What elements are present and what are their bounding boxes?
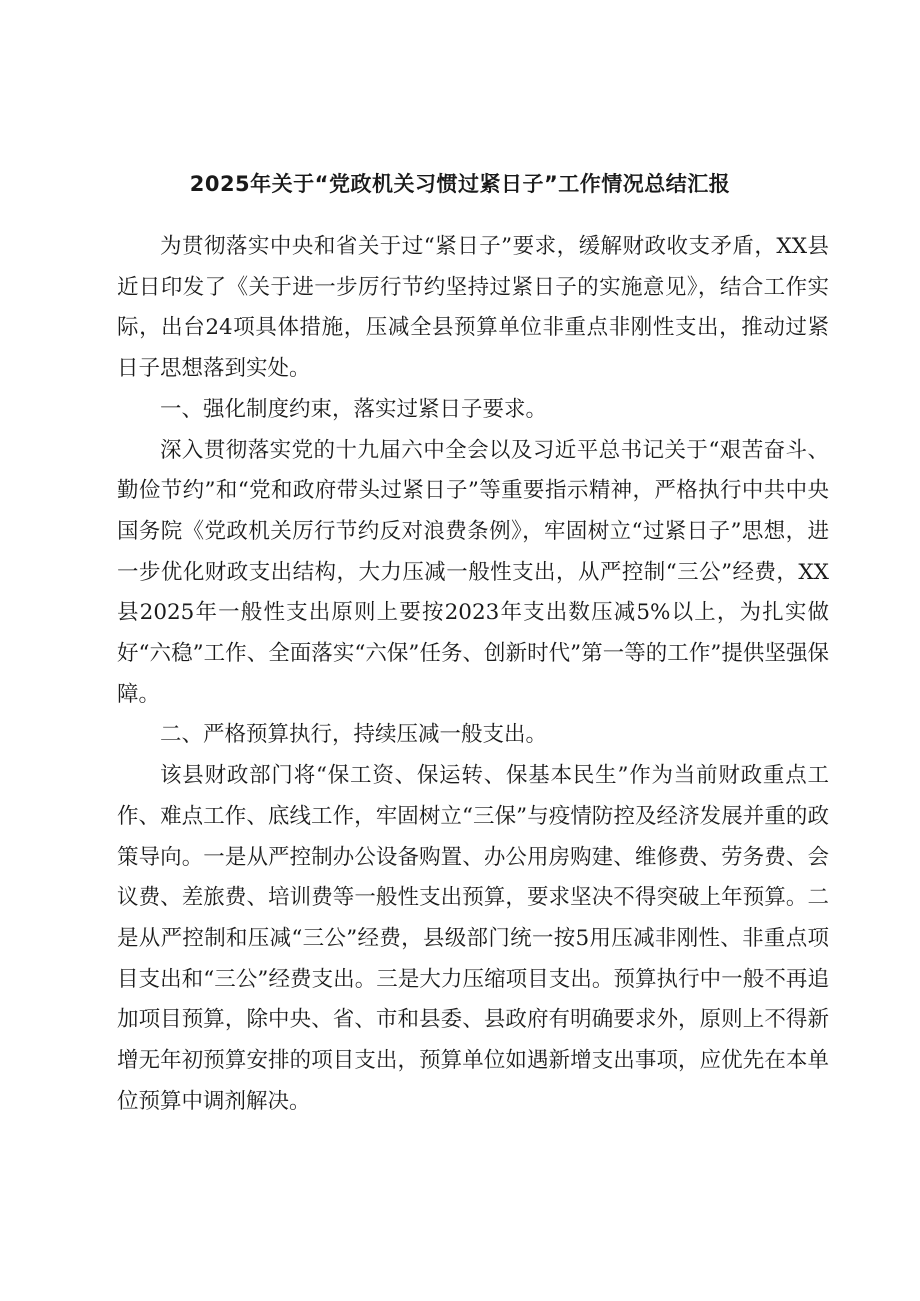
section-heading-2: 二、严格预算执行，持续压减一般支出。	[160, 722, 548, 748]
section-heading-1: 一、强化制度约束，落实过紧日子要求。	[160, 396, 548, 422]
paragraph-section-1: 深入贯彻落实党的十九届六中全会以及习近平总书记关于“艰苦奋斗、勤俭节约”和“党和政府带头过紧日子”等重要指示精神，严格执行中共中央国务院《党政机关厉行节约反对浪费条例》，牢固树立“过紧日子”思想，进一步优化财政支出结构，大力压减一般性支出，从严控制“三公”经费，XX县2025年一般性支出原则上要按2023年支出数压减5%以上，为扎实做好“六稳”工作、全面落实“六保”任务、创新时代”第一等的工作”提供坚强保障。	[117, 437, 829, 707]
document-body	[117, 227, 829, 1122]
paragraph-section-2: 该县财政部门将“保工资、保运转、保基本民生”作为当前财政重点工作、难点工作、底线工作，牢固树立“三保”与疫情防控及经济发展并重的政策导向。一是从严控制办公设备购置、办公用房购建、维修费、劳务费、会议费、差旅费、培训费等一般性支出预算，要求坚决不得突破上年预算。二是从严控制和压减“三公”经费，县级部门统一按5用压减非刚性、非重点项目支出和“三公”经费支出。三是大力压缩项目支出。预算执行中一般不再追加项目预算，除中央、省、市和县委、县政府有明确要求外，原则上不得新增无年初预算安排的项目支出，预算单位如遇新增支出事项，应优先在本单位预算中调剂解决。	[117, 763, 829, 1114]
paragraph-intro: 为贯彻落实中央和省关于过“紧日子”要求，缓解财政收支矛盾，XX县近日印发了《关于进一步厉行节约坚持过紧日子的实施意见》，结合工作实际，出台24项具体措施，压减全县预算单位非重点非刚性支出，推动过紧日子思想落到实处。	[117, 234, 829, 382]
document-title: 2025年关于“党政机关习惯过紧日子”工作情况总结汇报	[189, 172, 731, 196]
